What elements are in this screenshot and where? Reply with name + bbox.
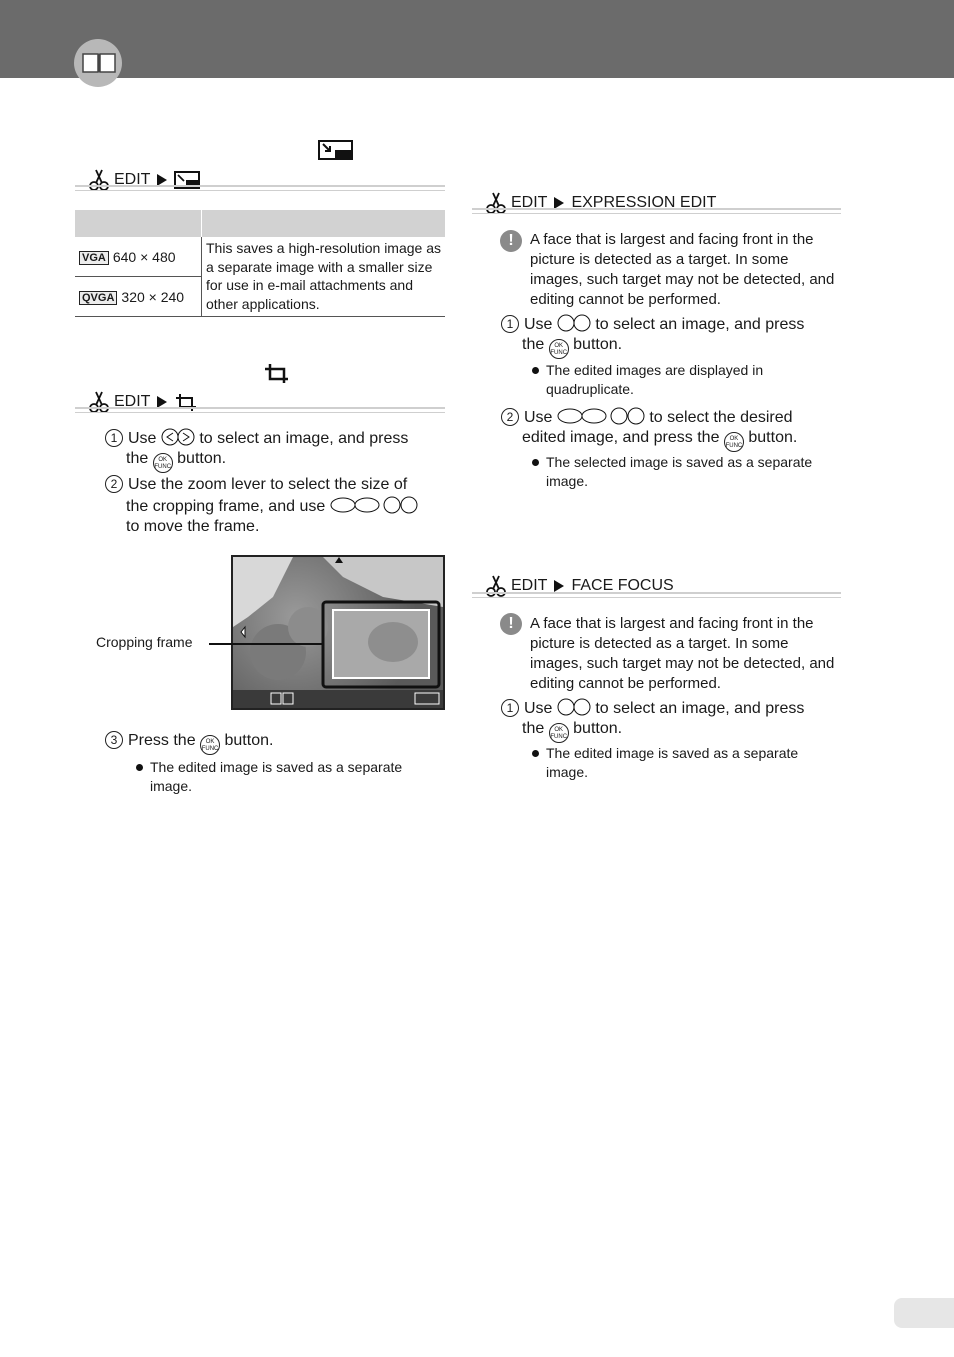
step-2: [105, 475, 445, 537]
step-text: button.: [224, 732, 274, 749]
step-text: Use: [128, 430, 157, 447]
arrow-pad-icon: [161, 427, 195, 447]
vga-badge: VGA: [79, 251, 109, 265]
crop-icon: [263, 362, 291, 384]
step-text: Use: [524, 700, 553, 717]
arrow-right-icon: [554, 580, 564, 592]
warning-icon: !: [500, 613, 522, 635]
menu-path-face-focus: [485, 574, 674, 598]
step-text: Press the: [128, 732, 196, 749]
step-text: the cropping frame, and use: [126, 498, 326, 515]
arrow-pad-icon: [557, 697, 591, 717]
rule: [75, 407, 445, 409]
bullet-text: The edited image is saved as a separate image.: [532, 744, 836, 782]
step-text: button.: [573, 720, 623, 737]
step-text: to select an image, and press: [595, 700, 805, 717]
page-tab: [894, 1298, 954, 1328]
size-description: This saves a high-resolution image as a separate image with a smaller size for use in e-mail attachments and other applications.: [206, 240, 442, 312]
step-number: 1: [105, 429, 123, 447]
menu-edit-label: EDIT: [511, 194, 548, 211]
step-1: [105, 427, 445, 473]
step-text: the: [522, 336, 545, 353]
scissors-icon: [88, 390, 110, 414]
size-label: 320 × 240: [121, 288, 185, 305]
callout-line: [209, 643, 324, 645]
qvga-badge: QVGA: [79, 291, 117, 305]
step-3: [105, 731, 445, 755]
menu-edit-label: EDIT: [114, 171, 151, 188]
scissors-icon: [485, 191, 507, 215]
step-1: [501, 313, 841, 359]
ok-func-button-icon: OK FUNC: [549, 723, 569, 743]
step-1: [501, 697, 841, 743]
table-row: [75, 237, 445, 277]
menu-path-expression-edit: [485, 191, 716, 215]
step-number: 3: [105, 731, 123, 749]
step-number: 1: [501, 315, 519, 333]
step-text: button.: [748, 429, 798, 446]
step-text: the: [522, 720, 545, 737]
warning-text: A face that is largest and facing front in the picture is detected as a target. In some images, such target may not be detected, and editing cannot be performed.: [530, 231, 835, 308]
table-header-cell: [75, 210, 202, 237]
warning-text: A face that is largest and facing front in the picture is detected as a target. In some images, such target may not be detected, and editing cannot be performed.: [530, 615, 835, 692]
arrow-pad-icon: [330, 495, 418, 515]
step-text: to select an image, and press: [199, 430, 409, 447]
step-text: to select an image, and press: [595, 316, 805, 333]
step-text: to select the desired: [649, 409, 793, 426]
header-bar: [0, 0, 954, 78]
book-icon: [74, 39, 122, 87]
rule: [472, 592, 841, 594]
step-text: to move the frame.: [126, 518, 260, 535]
table-header-cell: [202, 210, 446, 237]
menu-path-crop: [88, 390, 198, 414]
step-text: button.: [177, 450, 227, 467]
step-number: 2: [501, 408, 519, 426]
step-2: [501, 406, 841, 452]
menu-edit-label: EDIT: [511, 577, 548, 594]
menu-path-resize: [88, 168, 200, 192]
ok-func-button-icon: OK FUNC: [153, 453, 173, 473]
bullet-text: The selected image is saved as a separate image.: [532, 453, 836, 491]
menu-item-label: EXPRESSION EDIT: [571, 194, 717, 211]
bullet-text: The edited image is saved as a separate image.: [136, 758, 440, 796]
rule: [75, 185, 445, 187]
step-number: 1: [501, 699, 519, 717]
scissors-icon: [88, 168, 110, 192]
ok-func-button-icon: OK FUNC: [200, 735, 220, 755]
warning-icon: !: [500, 230, 522, 252]
crop-icon: [174, 392, 198, 412]
step-text: Use the zoom lever to select the size of: [128, 476, 408, 493]
step-text: Use: [524, 316, 553, 333]
step-text: the: [126, 450, 149, 467]
bullet-text: The edited images are displayed in quadruplicate.: [532, 361, 836, 399]
ok-func-button-icon: OK FUNC: [549, 339, 569, 359]
arrow-pad-icon: [557, 406, 645, 426]
resize-icon: [318, 140, 353, 160]
step-text: button.: [573, 336, 623, 353]
camera-screen-image: [231, 555, 445, 710]
step-text: edited image, and press the: [522, 429, 720, 446]
step-text: Use: [524, 409, 553, 426]
ok-func-button-icon: OK FUNC: [724, 432, 744, 452]
cropping-frame-label: Cropping frame: [96, 634, 193, 650]
arrow-pad-icon: [557, 313, 591, 333]
step-number: 2: [105, 475, 123, 493]
menu-edit-label: EDIT: [114, 393, 151, 410]
menu-item-label: FACE FOCUS: [571, 577, 674, 594]
resize-table: [75, 210, 445, 317]
size-label: 640 × 480: [112, 248, 176, 265]
rule: [472, 208, 841, 210]
scissors-icon: [485, 574, 507, 598]
